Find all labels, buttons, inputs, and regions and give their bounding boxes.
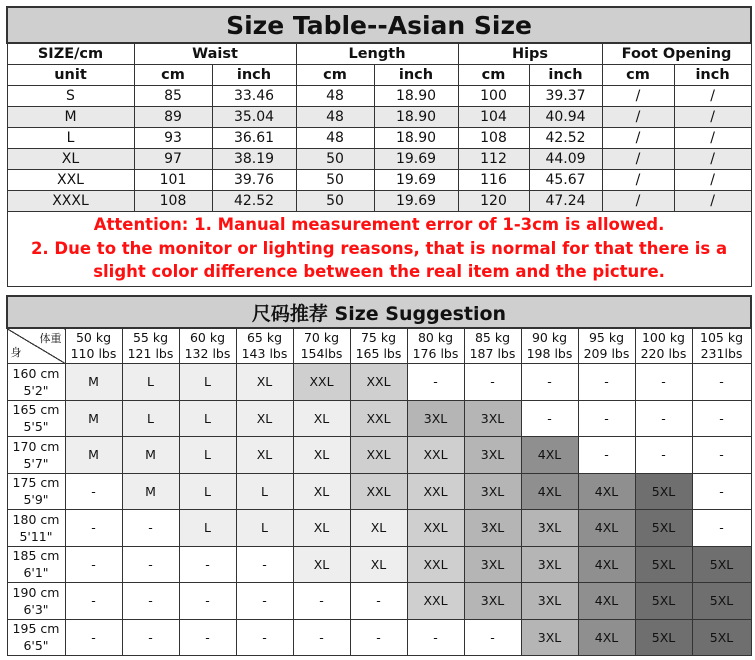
- unit-cell: inch: [212, 65, 296, 86]
- measurement-cell: 38.19: [212, 149, 296, 170]
- recommended-size-cell: -: [692, 473, 751, 510]
- height-row: [7, 473, 751, 510]
- weight-lbs: 220 lbs: [640, 346, 687, 361]
- size-header-waist: Waist: [134, 43, 296, 65]
- measurement-cell: /: [674, 191, 751, 212]
- weight-lbs: 165 lbs: [355, 346, 402, 361]
- weight-kg: 55 kg: [132, 330, 169, 345]
- unit-cell: cm: [458, 65, 529, 86]
- size-table-title: Size Table--Asian Size: [7, 7, 751, 43]
- weight-header-cell: [122, 328, 179, 364]
- height-cm: 195 cm: [12, 621, 60, 637]
- weight-header-cell: [692, 328, 751, 364]
- weight-kg: 75 kg: [360, 330, 397, 345]
- size-suggestion-table: [6, 295, 752, 656]
- unit-label: unit: [7, 65, 134, 86]
- size-header-size: SIZE/cm: [7, 43, 134, 65]
- recommended-size-cell: -: [464, 364, 521, 401]
- recommended-size-cell: -: [521, 364, 578, 401]
- measurement-cell: 101: [134, 170, 212, 191]
- measurement-cell: 35.04: [212, 107, 296, 128]
- weight-kg: 85 kg: [474, 330, 511, 345]
- recommended-size-cell: L: [236, 473, 293, 510]
- recommended-size-cell: L: [179, 510, 236, 547]
- weight-header-cell: [521, 328, 578, 364]
- weight-lbs: 143 lbs: [241, 346, 288, 361]
- weight-header-cell: [464, 328, 521, 364]
- height-weight-corner-cell: [7, 328, 65, 364]
- recommended-size-cell: XL: [236, 400, 293, 437]
- measurement-cell: /: [602, 107, 674, 128]
- size-table: [6, 6, 752, 287]
- height-header-cell: [7, 364, 65, 401]
- measurement-cell: 108: [134, 191, 212, 212]
- weight-lbs: 110 lbs: [70, 346, 117, 361]
- attention-note-line-1: Attention: 1. Manual measurement error of 1-3cm is allowed.: [93, 215, 665, 234]
- measurement-cell: 97: [134, 149, 212, 170]
- size-row: [7, 191, 751, 212]
- size-row: [7, 107, 751, 128]
- height-row: [7, 546, 751, 583]
- recommended-size-cell: -: [293, 583, 350, 620]
- height-cm: 165 cm: [12, 402, 60, 418]
- recommended-size-cell: M: [122, 473, 179, 510]
- recommended-size-cell: -: [635, 437, 692, 474]
- height-ft: 6'1": [23, 565, 49, 581]
- recommended-size-cell: -: [521, 400, 578, 437]
- measurement-cell: 18.90: [374, 128, 458, 149]
- measurement-cell: /: [602, 128, 674, 149]
- recommended-size-cell: 4XL: [578, 510, 635, 547]
- attention-note: [7, 212, 751, 287]
- recommended-size-cell: 3XL: [464, 437, 521, 474]
- recommended-size-cell: 5XL: [635, 473, 692, 510]
- measurement-cell: 33.46: [212, 86, 296, 107]
- recommended-size-cell: 4XL: [578, 583, 635, 620]
- unit-cell: inch: [674, 65, 751, 86]
- recommended-size-cell: 3XL: [521, 510, 578, 547]
- recommended-size-cell: XL: [350, 510, 407, 547]
- recommended-size-cell: -: [692, 510, 751, 547]
- measurement-cell: 48: [296, 107, 374, 128]
- height-ft: 5'5": [23, 419, 49, 435]
- height-ft: 5'11": [19, 528, 53, 544]
- recommended-size-cell: XXL: [407, 546, 464, 583]
- height-row: [7, 437, 751, 474]
- height-cm: 185 cm: [12, 548, 60, 564]
- recommended-size-cell: -: [65, 619, 122, 656]
- attention-note-line-2: 2. Due to the monitor or lighting reasons, that is normal for that there is a slight color difference between the real item and the picture.: [30, 238, 728, 281]
- measurement-cell: 116: [458, 170, 529, 191]
- measurement-cell: 19.69: [374, 170, 458, 191]
- height-header-cell: [7, 437, 65, 474]
- recommended-size-cell: 3XL: [464, 510, 521, 547]
- recommended-size-cell: L: [179, 364, 236, 401]
- measurement-cell: 18.90: [374, 86, 458, 107]
- size-row: [7, 149, 751, 170]
- recommended-size-cell: L: [179, 437, 236, 474]
- recommended-size-cell: 3XL: [407, 400, 464, 437]
- recommended-size-cell: -: [236, 583, 293, 620]
- weight-header-cell: [65, 328, 122, 364]
- measurement-cell: 50: [296, 191, 374, 212]
- size-label-cell: S: [7, 86, 134, 107]
- recommended-size-cell: -: [578, 437, 635, 474]
- recommended-size-cell: XL: [293, 400, 350, 437]
- size-label-cell: M: [7, 107, 134, 128]
- unit-cell: cm: [602, 65, 674, 86]
- weight-kg: 50 kg: [75, 330, 112, 345]
- recommended-size-cell: 5XL: [635, 619, 692, 656]
- recommended-size-cell: XXL: [350, 364, 407, 401]
- recommended-size-cell: XXL: [350, 437, 407, 474]
- recommended-size-cell: -: [692, 400, 751, 437]
- weight-lbs: 209 lbs: [583, 346, 630, 361]
- size-label-cell: XL: [7, 149, 134, 170]
- recommended-size-cell: M: [65, 400, 122, 437]
- recommended-size-cell: -: [65, 510, 122, 547]
- weight-header-cell: [236, 328, 293, 364]
- size-table-header-row: [7, 43, 751, 65]
- measurement-cell: /: [674, 149, 751, 170]
- recommended-size-cell: -: [179, 619, 236, 656]
- recommended-size-cell: 5XL: [635, 583, 692, 620]
- recommended-size-cell: M: [65, 437, 122, 474]
- recommended-size-cell: -: [179, 546, 236, 583]
- measurement-cell: 45.67: [529, 170, 602, 191]
- weight-kg: 65 kg: [246, 330, 283, 345]
- recommended-size-cell: -: [65, 583, 122, 620]
- height-row: [7, 364, 751, 401]
- recommended-size-cell: 5XL: [635, 546, 692, 583]
- unit-cell: cm: [296, 65, 374, 86]
- measurement-cell: 112: [458, 149, 529, 170]
- height-ft: 6'3": [23, 601, 49, 617]
- weight-lbs: 176 lbs: [412, 346, 459, 361]
- measurement-cell: 48: [296, 86, 374, 107]
- height-header-cell: [7, 400, 65, 437]
- recommended-size-cell: XL: [350, 546, 407, 583]
- size-row: [7, 170, 751, 191]
- weight-kg: 80 kg: [417, 330, 454, 345]
- size-table-unit-row: [7, 65, 751, 86]
- height-header-cell: [7, 583, 65, 620]
- weight-lbs: 154lbs: [300, 346, 343, 361]
- recommended-size-cell: 5XL: [692, 583, 751, 620]
- recommended-size-cell: L: [179, 473, 236, 510]
- recommended-size-cell: L: [122, 364, 179, 401]
- height-header-cell: [7, 546, 65, 583]
- size-row: [7, 86, 751, 107]
- recommended-size-cell: -: [350, 583, 407, 620]
- recommended-size-cell: 3XL: [521, 583, 578, 620]
- recommended-size-cell: -: [65, 473, 122, 510]
- recommended-size-cell: -: [122, 510, 179, 547]
- recommended-size-cell: -: [635, 400, 692, 437]
- size-header-length: Length: [296, 43, 458, 65]
- weight-kg: 60 kg: [189, 330, 226, 345]
- measurement-cell: 50: [296, 149, 374, 170]
- recommended-size-cell: -: [692, 437, 751, 474]
- measurement-cell: 44.09: [529, 149, 602, 170]
- size-suggestion-title: 尺码推荐 Size Suggestion: [7, 296, 751, 328]
- size-label-cell: L: [7, 128, 134, 149]
- recommended-size-cell: XL: [293, 510, 350, 547]
- measurement-cell: 39.37: [529, 86, 602, 107]
- recommended-size-cell: XL: [236, 437, 293, 474]
- recommended-size-cell: -: [179, 583, 236, 620]
- recommended-size-cell: L: [179, 400, 236, 437]
- size-header-foot-opening: Foot Opening: [602, 43, 751, 65]
- weight-kg: 105 kg: [700, 330, 744, 345]
- recommended-size-cell: M: [122, 437, 179, 474]
- recommended-size-cell: 3XL: [464, 583, 521, 620]
- measurement-cell: /: [674, 170, 751, 191]
- height-ft: 6'5": [23, 638, 49, 654]
- recommended-size-cell: -: [293, 619, 350, 656]
- unit-cell: cm: [134, 65, 212, 86]
- recommended-size-cell: -: [236, 546, 293, 583]
- weight-header-cell: [293, 328, 350, 364]
- height-header-cell: [7, 473, 65, 510]
- height-ft: 5'9": [23, 492, 49, 508]
- recommended-size-cell: -: [350, 619, 407, 656]
- height-row: [7, 510, 751, 547]
- measurement-cell: /: [674, 107, 751, 128]
- recommended-size-cell: -: [464, 619, 521, 656]
- measurement-cell: /: [602, 170, 674, 191]
- size-row: [7, 128, 751, 149]
- recommended-size-cell: -: [407, 364, 464, 401]
- size-label-cell: XXXL: [7, 191, 134, 212]
- measurement-cell: /: [674, 86, 751, 107]
- recommended-size-cell: L: [122, 400, 179, 437]
- size-header-hips: Hips: [458, 43, 602, 65]
- measurement-cell: 47.24: [529, 191, 602, 212]
- weight-header-cell: [350, 328, 407, 364]
- recommended-size-cell: M: [65, 364, 122, 401]
- height-cm: 175 cm: [12, 475, 60, 491]
- recommended-size-cell: XL: [293, 437, 350, 474]
- weight-kg: 90 kg: [531, 330, 568, 345]
- measurement-cell: 42.52: [529, 128, 602, 149]
- recommended-size-cell: 3XL: [521, 619, 578, 656]
- recommended-size-cell: XXL: [293, 364, 350, 401]
- measurement-cell: /: [602, 191, 674, 212]
- size-suggestion-body: [7, 364, 751, 656]
- weight-kg: 100 kg: [641, 330, 685, 345]
- recommended-size-cell: -: [122, 583, 179, 620]
- weight-header-cell: [578, 328, 635, 364]
- recommended-size-cell: 3XL: [464, 473, 521, 510]
- recommended-size-cell: 3XL: [464, 546, 521, 583]
- recommended-size-cell: -: [692, 364, 751, 401]
- recommended-size-cell: XXL: [350, 400, 407, 437]
- height-header-cell: [7, 619, 65, 656]
- height-axis-label: 身: [10, 346, 22, 359]
- weight-header-cell: [635, 328, 692, 364]
- height-ft: 5'2": [23, 382, 49, 398]
- height-header-cell: [7, 510, 65, 547]
- measurement-cell: 104: [458, 107, 529, 128]
- recommended-size-cell: -: [236, 619, 293, 656]
- recommended-size-cell: XXL: [407, 583, 464, 620]
- height-ft: 5'7": [23, 455, 49, 471]
- measurement-cell: /: [674, 128, 751, 149]
- recommended-size-cell: XL: [293, 473, 350, 510]
- weight-header-cell: [407, 328, 464, 364]
- height-cm: 180 cm: [12, 511, 60, 527]
- height-cm: 160 cm: [12, 365, 60, 381]
- measurement-cell: 89: [134, 107, 212, 128]
- size-label-cell: XXL: [7, 170, 134, 191]
- measurement-cell: 120: [458, 191, 529, 212]
- recommended-size-cell: -: [122, 546, 179, 583]
- recommended-size-cell: 4XL: [578, 546, 635, 583]
- size-table-body: [7, 86, 751, 212]
- recommended-size-cell: XXL: [407, 473, 464, 510]
- weight-lbs: 187 lbs: [469, 346, 516, 361]
- recommended-size-cell: 5XL: [692, 546, 751, 583]
- measurement-cell: 108: [458, 128, 529, 149]
- recommended-size-cell: 4XL: [578, 619, 635, 656]
- recommended-size-cell: XXL: [407, 510, 464, 547]
- recommended-size-cell: 4XL: [578, 473, 635, 510]
- weight-header-row: [7, 328, 751, 364]
- measurement-cell: 19.69: [374, 191, 458, 212]
- height-cm: 190 cm: [12, 584, 60, 600]
- recommended-size-cell: -: [578, 364, 635, 401]
- measurement-cell: 40.94: [529, 107, 602, 128]
- unit-cell: inch: [374, 65, 458, 86]
- recommended-size-cell: -: [635, 364, 692, 401]
- weight-lbs: 231lbs: [700, 346, 743, 361]
- measurement-cell: /: [602, 149, 674, 170]
- weight-lbs: 198 lbs: [526, 346, 573, 361]
- recommended-size-cell: 3XL: [521, 546, 578, 583]
- measurement-cell: 42.52: [212, 191, 296, 212]
- recommended-size-cell: 4XL: [521, 473, 578, 510]
- recommended-size-cell: 4XL: [521, 437, 578, 474]
- recommended-size-cell: XL: [293, 546, 350, 583]
- height-row: [7, 583, 751, 620]
- weight-lbs: 121 lbs: [127, 346, 174, 361]
- measurement-cell: 93: [134, 128, 212, 149]
- measurement-cell: 85: [134, 86, 212, 107]
- weight-kg: 95 kg: [588, 330, 625, 345]
- measurement-cell: 39.76: [212, 170, 296, 191]
- recommended-size-cell: XL: [236, 364, 293, 401]
- recommended-size-cell: 5XL: [635, 510, 692, 547]
- recommended-size-cell: XXL: [350, 473, 407, 510]
- recommended-size-cell: XXL: [407, 437, 464, 474]
- measurement-cell: 100: [458, 86, 529, 107]
- height-row: [7, 619, 751, 656]
- measurement-cell: 19.69: [374, 149, 458, 170]
- weight-lbs: 132 lbs: [184, 346, 231, 361]
- recommended-size-cell: -: [407, 619, 464, 656]
- recommended-size-cell: -: [122, 619, 179, 656]
- recommended-size-cell: L: [236, 510, 293, 547]
- recommended-size-cell: 3XL: [464, 400, 521, 437]
- unit-cell: inch: [529, 65, 602, 86]
- height-cm: 170 cm: [12, 438, 60, 454]
- measurement-cell: /: [602, 86, 674, 107]
- weight-kg: 70 kg: [303, 330, 340, 345]
- measurement-cell: 18.90: [374, 107, 458, 128]
- recommended-size-cell: -: [65, 546, 122, 583]
- recommended-size-cell: -: [578, 400, 635, 437]
- measurement-cell: 36.61: [212, 128, 296, 149]
- measurement-cell: 50: [296, 170, 374, 191]
- weight-header-cell: [179, 328, 236, 364]
- height-row: [7, 400, 751, 437]
- weight-axis-label: 体重: [39, 332, 62, 345]
- measurement-cell: 48: [296, 128, 374, 149]
- recommended-size-cell: 5XL: [692, 619, 751, 656]
